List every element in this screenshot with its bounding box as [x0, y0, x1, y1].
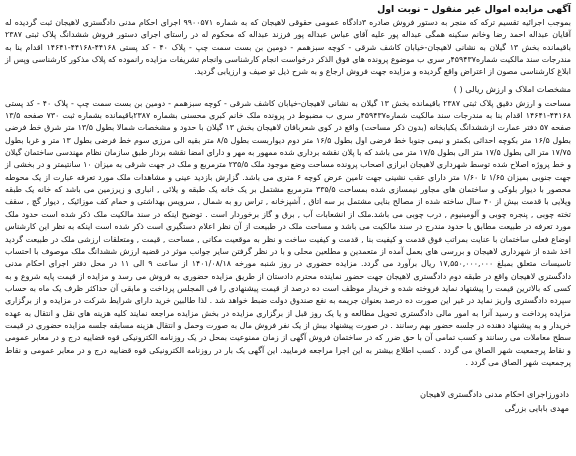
notice-paragraph-details: مساحت و ارزش دقیق پلاک ثبتی ۲۳۸۷ باقیمانده بخش ۱۳ گیلان به نشانی لاهیجان-خیابان کاشف شرقی - کوچه سبزهمم - دومین بن بست سمت چپ - پلاک ۴۰ - کد پستی ۴۴۱۶۸-۱۴۶۴۱ اقدام بنا به مندرجات سند مالکیت شماره۴۵۹۴۳۷ر سری ب مضبوط در پرونده ملک خانم کبری محسنی بشماره ۲۳۸۷باقیمانده بشماره ثبت ۷۳۰ صفحه ۱۳/۵ صفحه ۵۷ دفتر عمارت ازششدانگ یکبابخانه (بدون ذکر مساحت) واقع در کوی شعربافان لاهیجان بخش ۱۳ گیلان با حدود و مشخصات شمالا بطول ۱۳/۵ متر شرق خط فرضی بطول ۱۶/۵ متر بکوچه احداثی بکمتر و نیمی جنوبا خط فرضی اول بطول ۱۶/۵ متر دوم دیواربست بطول ۸/۵ متر بقیه الی مرزی سوم خط فرضی بطول ۱۳ متر و غربا بطول ۱۷/۷۵ متر الی بطول ۱۷/۵ متر الی بطول ۱۷/۵ متر می باشد که با پلان نقشه برداری شده ممهور به مهر و دارای امضا نقشه بردار طبق سازمان نظام مهندسی ساختمان گیلان و خط پروژه اصلاح شده توسط شهرداری لاهیجان ابرازی اصحاب پرونده مساحت وضع موجود ملک ۲۳۵/۵ مترمربع و ملک در جهت شرقی به میزان ۱۰ سانتیمتر و در بخشی از جهت جنوبی بمیزان ۱/۶۵ تا ۱/۶۰ متر دارای عقب نشینی جهت تامین عرض کوچه ۶ متری می باشد. گزارش بازدید عینی و مشاهدات ملک مورد تعرفه عبارت از یک محوطه محصور با دیوار بلوکی و ساختمان های مجاور نیمسازی شده بمساحت ۳۳۵/۵ مترمربع مشتمل بر یک خانه یک طبقه و یلائی , انباری و زیرزمین می باشد که خانه یک طبقه ویلایی با قدمت بیش از ۴۰ سال ساخته شده از مصالح بنایی مشتمل بر سه اتاق , آشپزخانه , تراس رو به شمال , سرویس بهداشتی و حمام کف موزائیک , دیوار گچ , سقف تخته چوبی , پنجره چوبی و آلومینیوم , درب چوبی می باشد.ملک از انشعابات آب , برق و گاز برخوردار است . توضیح اینکه در سند مالکیت ملک ذکر شده است حدود ملک مورد تعرفه در طبیعت مطابق با حدود مندرج در سند مالکیت می باشد و مساحت ملک در طبیعت از آن نظر اعلام دستگیری است ذکر شده است اینکه به نظر این کارشناس اوضاع فعلی ساختمان با عنایت بمراتب فوق قدمت و کیفیت بنا , قدمت و کیفیت ساخت و نظر به موقعیت مکانی , مساحت , قیمت , ومتعلقات ارزشی ملک در طبیعت گردید اخذ شده از شهرداری لاهیجان و بررسی های بعمل آمده از متعمدین و مطلعین محلی و با در نظر گرفتن سایر جوانب موثر در قضیه ارزش ششدانگ ملک موصوف با احتساب تاسیسات متعلق بمبلغ ۱۷,۵۵۰,۰۰۰,۰۰۰ ریال برآورد می گردد. مزایده حضوری در روز شنبه مورخه ۱۴۰۱/۰۸/۱۸ از ساعت ۹ الی ۱۱ در محل دفتر اجرای احکام مدنی دادگستری لاهیجان واقع در طبقه دوم دادگستری لاهیجان جهت حضور نماینده محترم دادستان از طریق مزایده حضوری به فروش می رسد و مزایده از قیمت پایه شروع و به کسی که بالاترین قیمت را پیشنهاد نماید فروخته شده و خریدار موظف است ده درصد از قیمت پیشنهادی را فی المجلس پرداخت و مابقی آن حداکثر ظرف یک ماه به حساب سپرده دادگستری واریز نماید در غیر این صورت ده درصد بعنوان جریمه به نفع صندوق دولت ضبط خواهد شد . لذا طالبین خرید دارای شرایط شرکت در مزایده و از برگزاری مزایده پرداخت و رسید آنرا به امور مالی دادگستری تحویل مطالعه و یا یک روز قبل از برگزاری مزایده در بخش مزایده مراجعه نمایند کلیه هزینه های نقل و انتقال به عهده خریدار و به پیشنهاد دهنده در جلسه حضور بهم رسانند . در صورت پیشنهاد بیش از یک نفر فروش مال به صورت وحمل و انتقال هزینه مسابقه جلسه مزایده حضوری در قیمت سطح معاملات می رسانند و کسب تمامی آن با حق ضرر که در ساختمان فروش آگهی از زمان ممنوعیت بمحل در یک روزنامه الکترونیکی قوه قضاییه درج و در معابر عمومی و نقاط پرجمعیت شهر الصاق می گردد . کسب اطلاع بیشتر به این اجرا مراجعه فرمایید. این آگهی یک بار در روزنامه الکترونیکی قوه قضاییه درج و در معابر عمومی و نقاط پرجمعیت شهر الصاق می گردد .: [5, 98, 572, 367]
notice-title: آگهی مزایده اموال غیر منقول – نوبت اول: [377, 4, 571, 15]
property-specs-heading: مشخصات املاک و ارزش ریالی ( ): [453, 83, 571, 94]
notice-paragraph-intro: بموجب اجرائیه تقسیم ترکه که منجر به دستور فروش صادره ۳دادگاه عمومی حقوقی لاهیجان که به شماره ۹۹۰۰۵۷۱ اجرای احکام مدنی دادگستری لاهیجان ثبت گردیده له آقایان عبداله احمد رضا وخانم سکینه همگی عبداله پور علیه آقای عباس عبداله پور فرزند عبداله که محکوم له در راستای اجرای دستور فروش ششدانگ پلاک ثبتی ۲۳۸۷ باقیمانده بخش ۱۳ گیلان به نشانی لاهیجان-خیابان کاشف شرقی - کوچه سبزهمم - دومین بن بست سمت چپ - پلاک ۴۰ - کد پستی ۴۴۱۶۸-۴۴۱۶۸-۱۴۶۴۱ اقدام بنا به مندرجات سند مالکیت شماره۴۵۹۴۳۷ر سری ب موضوع پرونده های فوق الذکر درخواست انجام کارشناسی وانجام تشریفات مزایده رانموده که پلاک مذکور کارشناسی وپس از ابلاغ کارشناسی مصون از اعتراض واقع گردیده و مزایده جهت فروش ارجاع و به شرح ذیل تو صیف و ارزیابی گردید.: [5, 18, 571, 77]
signature-spacer: [5, 369, 571, 387]
signature-office: دادورزاجرای احکام مدنی دادگستری لاهیجان: [420, 389, 569, 400]
signature-name: مهدی بابایی بزرگی: [504, 403, 569, 414]
